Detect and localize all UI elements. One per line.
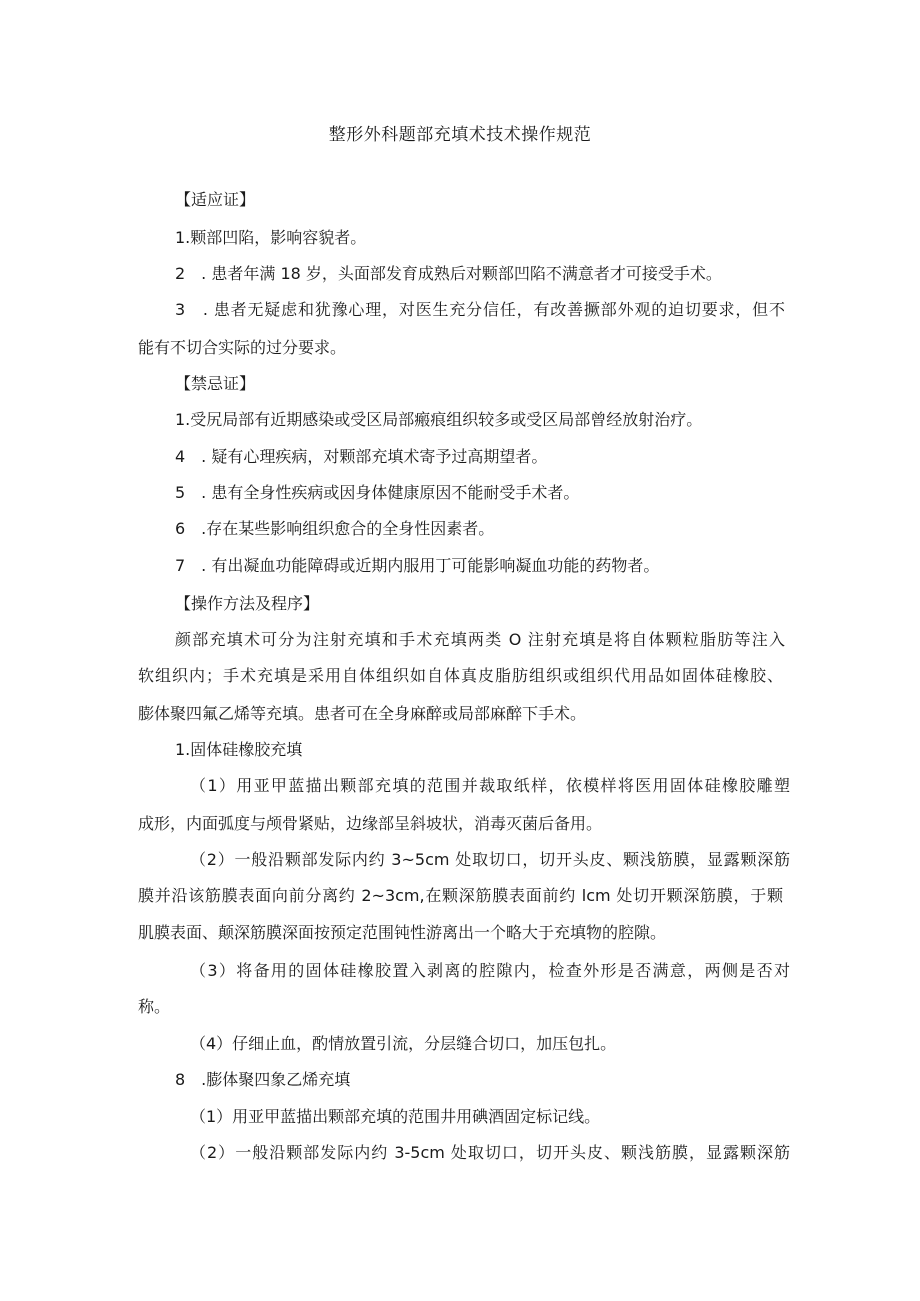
paragraph-line: 1.受尻局部有近期感染或受区局部瘢痕组织较多或受区局部曾经放射治疗。 — [175, 410, 703, 429]
paragraph-line: （3）将备用的固体硅橡胶置入剥离的腔隙内，检查外形是否满意，两侧是否对 — [190, 961, 790, 980]
paragraph-line: 膨体聚四氟乙烯等充填。患者可在全身麻醉或局部麻醉下手术。 — [138, 704, 587, 723]
document-title: 整形外科题部充填术技术操作规范 — [328, 125, 592, 145]
paragraph-line: 能有不切合实际的过分要求。 — [138, 338, 347, 357]
paragraph-line: 成形，内面弧度与颅骨紧贴，边缘部呈斜坡状，消毒灭菌后备用。 — [138, 814, 603, 833]
paragraph-line: 膜并沿该筋膜表面向前分离约 2~3cm,在颗深筋膜表面前约 lcm 处切开颗深筋膜，于颗 — [138, 886, 783, 905]
paragraph-line: 颜部充填术可分为注射充填和手术充填两类 O 注射充填是将自体颗粒脂肪等注入 — [175, 630, 785, 649]
section-heading-procedure: 【操作方法及程序】 — [175, 594, 320, 613]
paragraph-line: 6 .存在某些影响组织愈合的全身性因素者。 — [175, 519, 495, 538]
paragraph-line: （1）用亚甲蓝描出颗部充填的范围井用碘酒固定标记线。 — [190, 1107, 601, 1126]
paragraph-line: 1.颗部凹陷，影响容貌者。 — [175, 228, 367, 247]
paragraph-line: 2 . 患者年满 18 岁，头面部发育成熟后对颗部凹陷不满意者才可接受手术。 — [175, 264, 722, 283]
paragraph-line: （2）一般沿颗部发际内约 3-5cm 处取切口，切开头皮、颗浅筋膜，显露颗深筋 — [190, 1143, 790, 1162]
paragraph-line: （1）用亚甲蓝描出颗部充填的范围并裁取纸样，依模样将医用固体硅橡胶雕塑 — [190, 776, 790, 795]
paragraph-line: （4）仔细止血，酌情放置引流，分层缝合切口，加压包扎。 — [190, 1034, 617, 1053]
paragraph-line: 7 . 有出凝血功能障碍或近期内服用丁可能影响凝血功能的药物者。 — [175, 556, 660, 575]
subsection-heading: 1.固体硅橡胶充填 — [175, 740, 303, 759]
paragraph-line: 4 . 疑有心理疾病，对颗部充填术寄予过高期望者。 — [175, 447, 548, 466]
paragraph-line: 称。 — [138, 997, 171, 1016]
section-heading-contraindications: 【禁忌证】 — [175, 374, 256, 393]
section-heading-indications: 【适应证】 — [175, 190, 256, 209]
paragraph-line: 软组织内；手术充填是采用自体组织如自体真皮脂肪组织或组织代用品如固体硅橡胶、 — [138, 666, 783, 685]
paragraph-line: 5 . 患有全身性疾病或因身体健康原因不能耐受手术者。 — [175, 483, 580, 502]
paragraph-line: 肌膜表面、颠深筋膜深面按预定范围钝性游离出一个略大于充填物的腔隙。 — [138, 923, 667, 942]
paragraph-line: 3 . 患者无疑虑和犹豫心理，对医生充分信任，有改善撅部外观的迫切要求，但不 — [175, 300, 785, 319]
subsection-heading: 8 .膨体聚四象乙烯充填 — [175, 1070, 351, 1089]
paragraph-line: （2）一般沿颗部发际内约 3~5cm 处取切口，切开头皮、颗浅筋膜，显露颗深筋 — [190, 850, 790, 869]
